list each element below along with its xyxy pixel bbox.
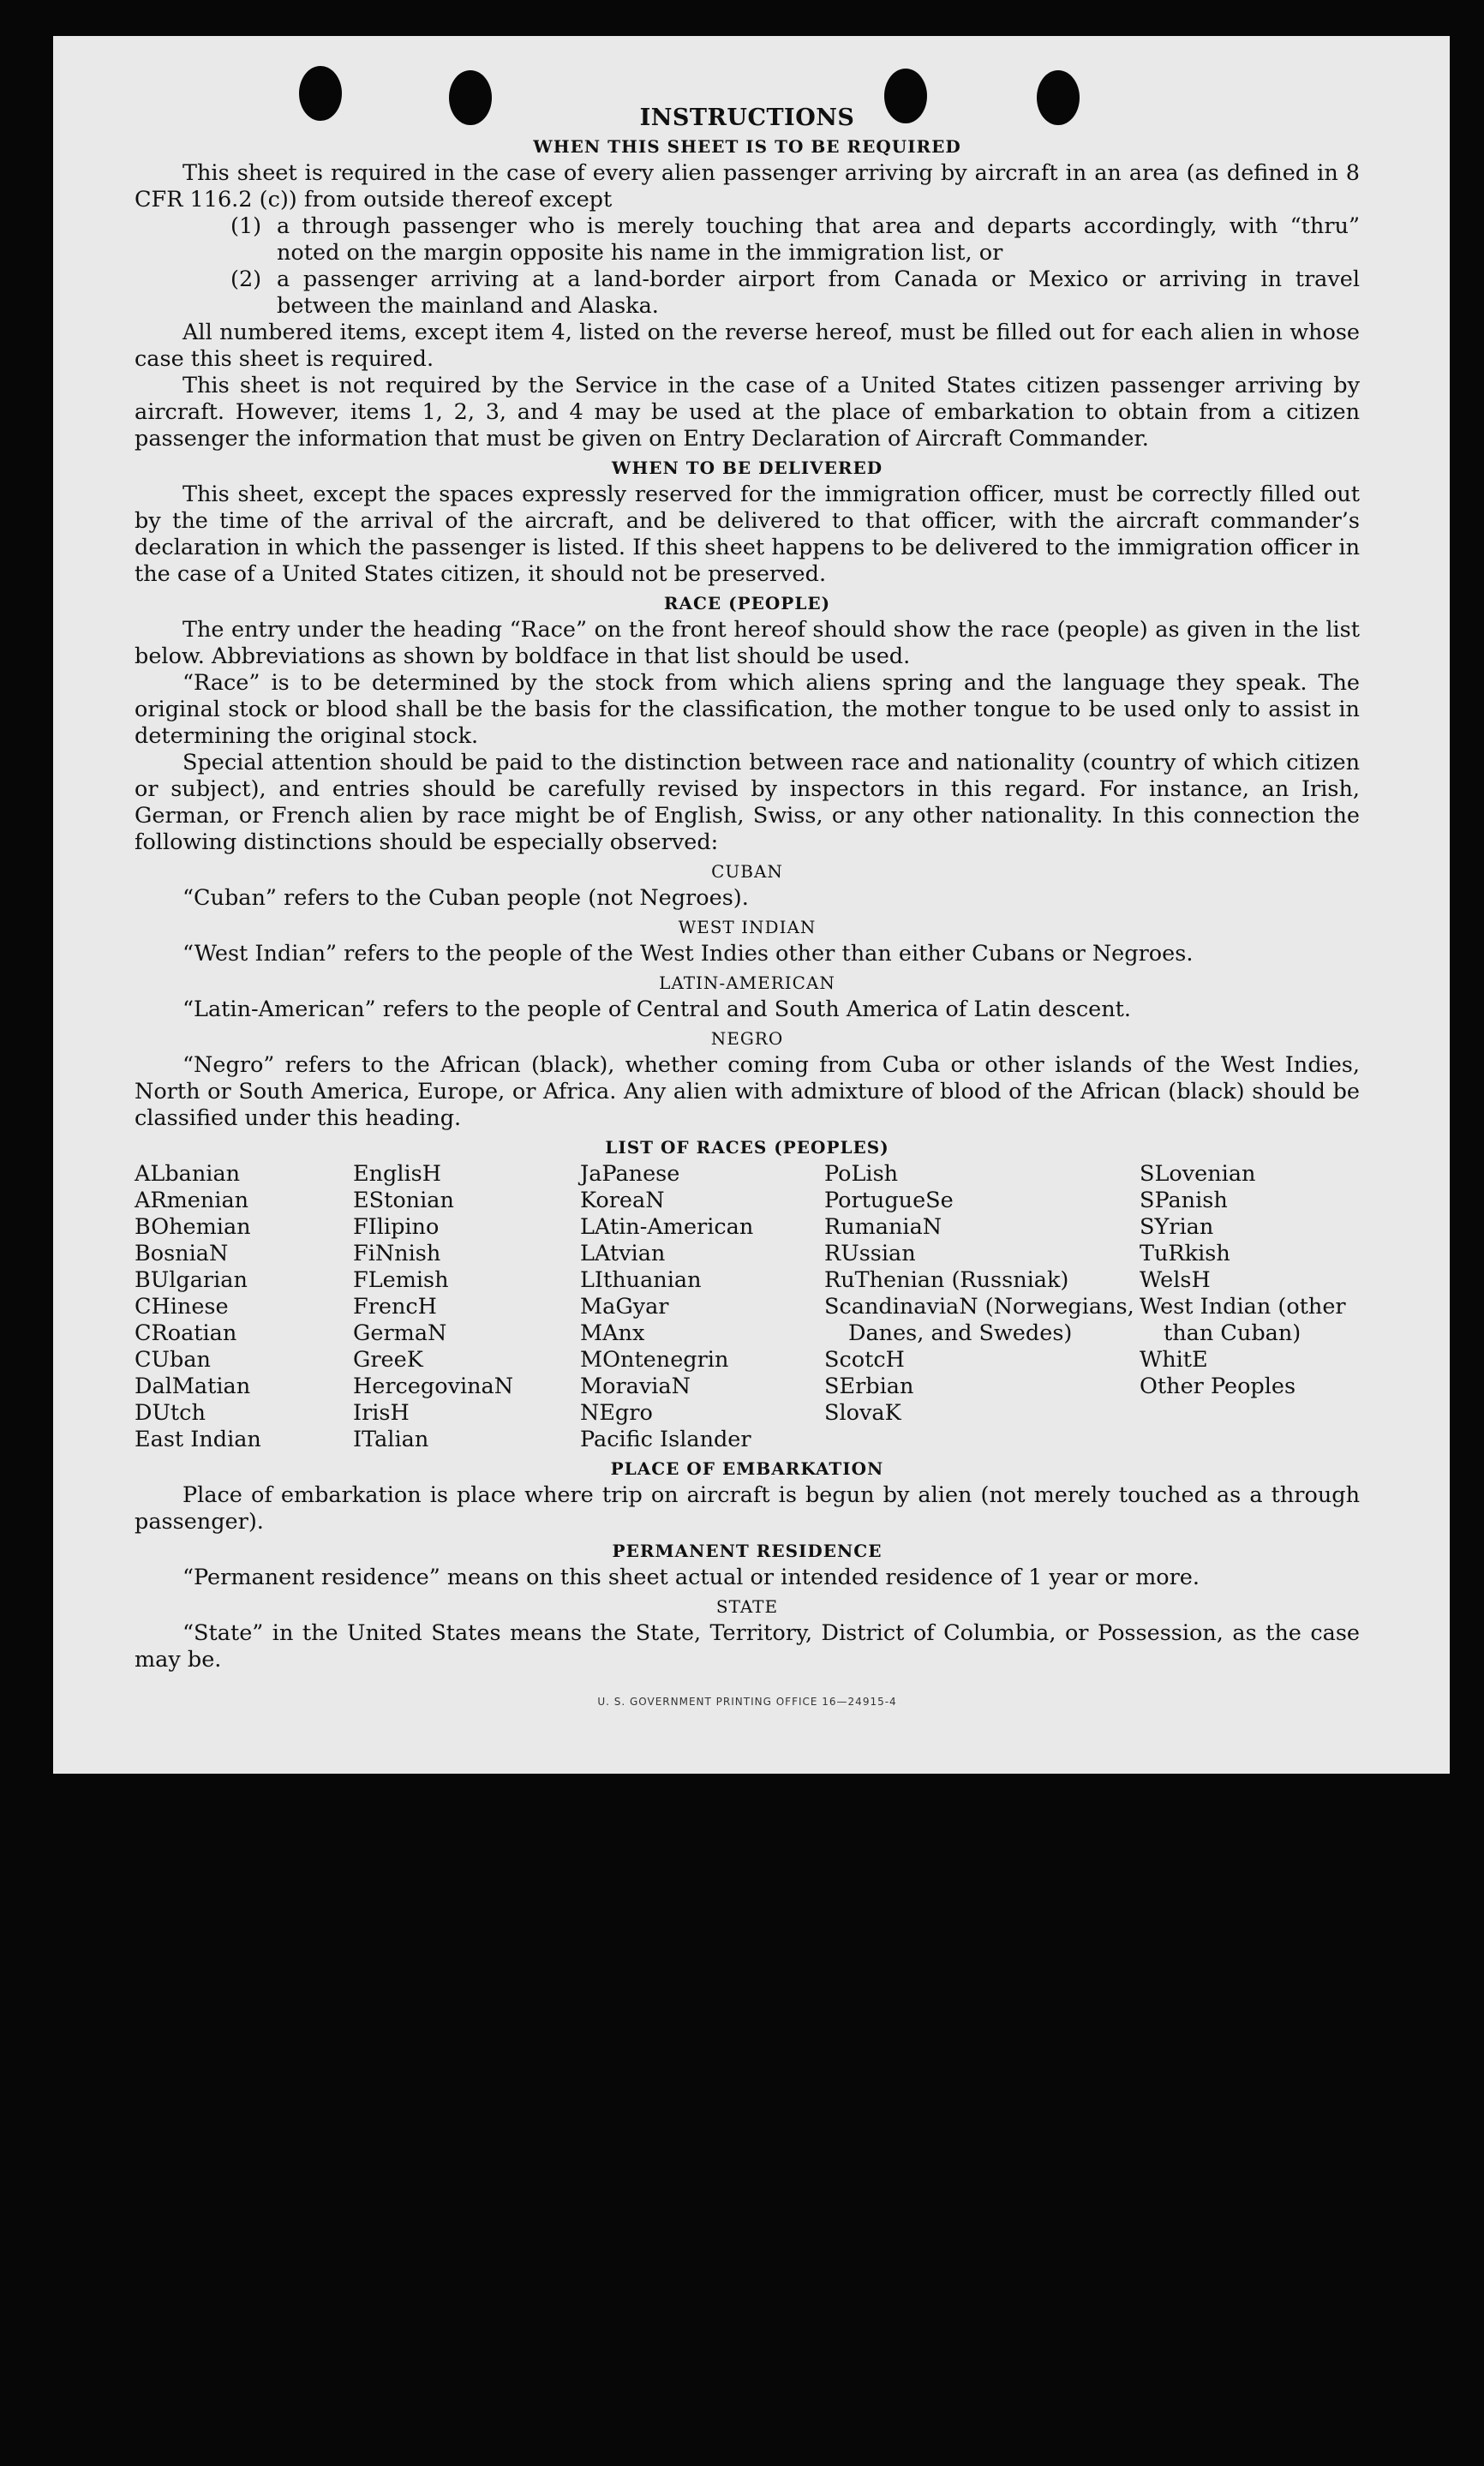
item-number: (1) [230,213,262,239]
paragraph: “State” in the United States means the State, Territory, District of Columbia, or Possession, as the case may be. [135,1620,1360,1673]
race-item: ARmenian [135,1188,249,1213]
race-item: SYrian [1140,1214,1214,1240]
race-item: NEgro [580,1400,653,1426]
race-item: Pacific Islander [580,1427,751,1452]
race-item: WhitE [1140,1347,1208,1373]
heading-when-delivered: WHEN TO BE DELIVERED [611,458,883,478]
races-column [580,1161,824,1453]
paragraph: “Race” is to be determined by the stock from which aliens spring and the language they speak. The original stock or blood shall be the basis for the classification, the mother tongue to be used only to assist in determining the original stock. [135,670,1360,749]
heading-permanent-residence: PERMANENT RESIDENCE [612,1541,883,1561]
race-item: MaGyar [580,1294,669,1320]
races-column [353,1161,580,1453]
paragraph: Place of embarkation is place where trip on aircraft is begun by alien (not merely touched as a through passenger). [135,1482,1360,1535]
race-item: CRoatian [135,1320,237,1346]
race-item: RUssian [824,1241,916,1266]
race-item: MOntenegrin [580,1347,729,1373]
race-item: ITalian [353,1427,429,1452]
race-item: SErbian [824,1374,914,1399]
race-item: FrencH [353,1294,437,1320]
race-item: MAnx [580,1320,645,1346]
race-item: TuRkish [1140,1241,1230,1266]
race-item: RuThenian (Russniak) [824,1267,1069,1293]
race-item: PortugueSe [824,1188,954,1213]
race-item: GreeK [353,1347,423,1373]
race-item: JaPanese [580,1161,680,1187]
races-list [135,1161,1360,1453]
paragraph: This sheet is required in the case of every alien passenger arriving by aircraft in an area (as defined in 8 CFR 116.2 (c)) from outside thereof except [135,160,1360,212]
race-item: EnglisH [353,1161,441,1187]
printer-footer: U. S. GOVERNMENT PRINTING OFFICE 16—24915-4 [597,1696,897,1708]
race-item: FLemish [353,1267,449,1293]
race-item: FiNnish [353,1241,441,1266]
paragraph: All numbered items, except item 4, listed on the reverse hereof, must be filled out for each alien in whose case this sheet is required. [135,320,1360,372]
instructions-content [135,105,1360,1715]
paragraph: “Permanent residence” means on this sheet actual or intended residence of 1 year or more. [183,1565,1200,1590]
paragraph: “West Indian” refers to the people of the West Indies other than either Cubans or Negroes. [183,941,1194,967]
race-item: GermaN [353,1320,447,1346]
heading-state: STATE [715,1596,779,1617]
race-item: SlovaK [824,1400,901,1426]
race-item: WelsH [1140,1267,1211,1293]
race-item: SPanish [1140,1188,1228,1213]
race-item: SLovenian [1140,1161,1256,1187]
heading-race: RACE (PEOPLE) [663,593,831,614]
race-item: HercegovinaN [353,1374,514,1399]
race-item: MoraviaN [580,1374,691,1399]
heading-west-indian: WEST INDIAN [678,917,817,937]
race-item: LAtin-American [580,1214,754,1240]
item-text: a passenger arriving at a land-border airport from Canada or Mexico or arriving in travel between the mainland and Alaska. [277,266,1360,319]
race-item: DUtch [135,1400,206,1426]
race-item: KoreaN [580,1188,665,1213]
item-number: (2) [230,266,262,292]
page-title: INSTRUCTIONS [639,105,855,131]
heading-negro: NEGRO [710,1028,784,1049]
race-item: BUlgarian [135,1267,248,1293]
race-item: FIlipino [353,1214,440,1240]
races-column [135,1161,353,1453]
race-item: East Indian [135,1427,261,1452]
race-item: BosniaN [135,1241,229,1266]
race-item: EStonian [353,1188,454,1213]
heading-cuban: CUBAN [711,861,783,882]
race-item: PoLish [824,1161,899,1187]
race-item: IrisH [353,1400,410,1426]
heading-embarkation: PLACE OF EMBARKATION [610,1458,884,1479]
race-item: DalMatian [135,1374,251,1399]
race-item: ScotcH [824,1347,905,1373]
document-sheet [53,36,1450,1774]
paragraph: “Latin-American” refers to the people of Central and South America of Latin descent. [183,997,1132,1022]
race-item: RumaniaN [824,1214,942,1240]
paragraph: The entry under the heading “Race” on the front hereof should show the race (people) as given in the list below. Abbreviations as shown by boldface in that list should be used. [135,617,1360,669]
races-column [824,1161,1140,1453]
list-item [230,213,1360,266]
races-column [1140,1161,1360,1453]
list-item [230,266,1360,320]
race-item: LAtvian [580,1241,666,1266]
race-item: LIthuanian [580,1267,702,1293]
heading-when-required: WHEN THIS SHEET IS TO BE REQUIRED [533,136,961,157]
race-item: BOhemian [135,1214,251,1240]
paragraph: This sheet is not required by the Service in the case of a United States citizen passenger arriving by aircraft. However, items 1, 2, 3, and 4 may be used at the place of embarkation to obtain from a citizen passenger the information that must be given on Entry Declaration of Aircraft Commander. [135,373,1360,452]
item-text: a through passenger who is merely touching that area and departs accordingly, with “thru” noted on the margin opposite his name in the immigration list, or [277,213,1360,266]
race-item: Other Peoples [1140,1374,1296,1399]
race-item: ScandinaviaN (Norwegians, Danes, and Swedes) [824,1294,1134,1346]
paragraph: This sheet, except the spaces expressly reserved for the immigration officer, must be correctly filled out by the time of the arrival of the aircraft, and be delivered to that officer, with the aircraft commander’s declaration in which the passenger is listed. If this sheet happens to be delivered to the immigration officer in the case of a United States citizen, it should not be preserved. [135,482,1360,587]
race-item: CHinese [135,1294,229,1320]
heading-latin-american: LATIN-AMERICAN [659,973,835,993]
race-item: CUban [135,1347,211,1373]
paragraph: “Negro” refers to the African (black), whether coming from Cuba or other islands of the West Indies, North or South America, Europe, or Africa. Any alien with admixture of blood of the African (black) should be classified under this heading. [135,1052,1360,1131]
paragraph: Special attention should be paid to the distinction between race and nationality (country of which citizen or subject), and entries should be carefully revised by inspectors in this regard. For instance, an Irish, German, or French alien by race might be of English, Swiss, or any other nationality. In this connection the following distinctions should be especially observed: [135,750,1360,855]
paragraph: “Cuban” refers to the Cuban people (not Negroes). [183,885,749,911]
heading-list-of-races: LIST OF RACES (PEOPLES) [605,1137,889,1158]
race-item: ALbanian [135,1161,241,1187]
race-item: West Indian (other than Cuban) [1140,1294,1346,1346]
